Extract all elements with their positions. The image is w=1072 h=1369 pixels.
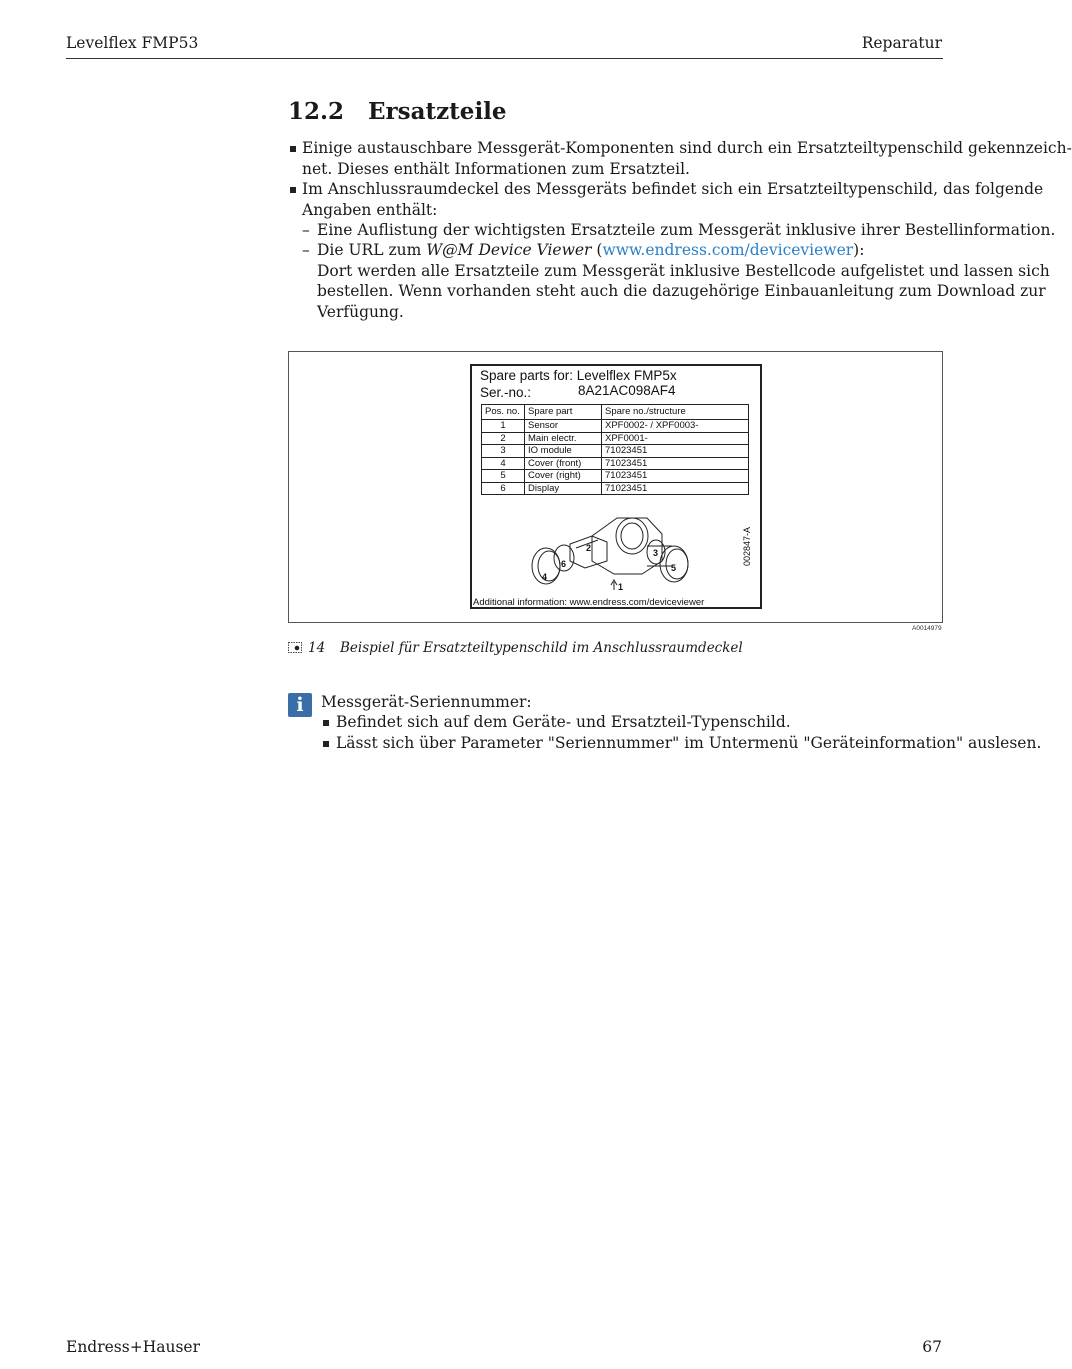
caption-text: Beispiel für Ersatzteiltypenschild im Anschlussraumdeckel (340, 640, 743, 656)
bullet-item (288, 138, 1072, 179)
figure-icon (288, 642, 302, 653)
info-icon: i (288, 693, 312, 717)
table-row: 2 Main electr. XPF0001- (482, 432, 749, 445)
sub-item-line: Dort werden alle Ersatzteile zum Messgerät inklusive Bestellcode aufgelistet und lassen sich (317, 261, 1050, 280)
serial-label: Ser.-no.: (480, 385, 532, 400)
sub-item (302, 240, 1050, 322)
section-title: Ersatzteile (368, 98, 507, 125)
spare-parts-label (470, 364, 762, 609)
figure-caption (288, 640, 743, 656)
column-header: Spare no./structure (602, 405, 749, 420)
table-row: 4 Cover (front) 71023451 (482, 457, 749, 470)
device-viewer-name: W@M Device Viewer (426, 241, 592, 259)
drawing-number: 4 (542, 572, 548, 582)
sensor-arrow (611, 580, 617, 590)
sub-item-line: Verfügung. (317, 302, 404, 321)
table-header-row (482, 405, 749, 420)
drawing-code: 002847-A (742, 526, 752, 566)
bullet-icon (290, 146, 296, 152)
note-title: Messgerät-Seriennummer: (321, 693, 532, 711)
table-row: 1 Sensor XPF0002- / XPF0003- (482, 420, 749, 433)
dash-marker: – (302, 241, 310, 259)
serial-value: 8A21AC098AF4 (578, 383, 676, 398)
caption-number: 14 (308, 640, 326, 656)
bullet-item (288, 179, 1044, 220)
device-exploded-drawing (522, 506, 712, 594)
table-row: 5 Cover (right) 71023451 (482, 470, 749, 483)
bullet-icon (290, 187, 296, 193)
figure-code: A0014979 (912, 625, 942, 632)
sub-item-text: Eine Auflistung der wichtigsten Ersatzteile zum Messgerät inklusive ihrer Bestellinformation. (317, 221, 1056, 239)
sub-item-line: bestellen. Wenn vorhanden steht auch die dazugehörige Einbauanleitung zum Download zur (317, 282, 1046, 300)
bullet-icon (323, 741, 329, 747)
note-item (321, 733, 1042, 754)
housing-opening-inner (621, 523, 643, 549)
note-item-text: Befindet sich auf dem Geräte- und Ersatzteil-Typenschild. (336, 713, 791, 731)
sub-item (302, 220, 1056, 241)
bullet-line: net. Dieses enthält Informationen zum Ersatzteil. (302, 159, 690, 178)
header-rule (66, 58, 943, 59)
table-row: 3 IO module 71023451 (482, 445, 749, 458)
drawing-number: 5 (671, 563, 677, 573)
bullet-icon (323, 720, 329, 726)
bullet-line: Angaben enthält: (302, 200, 438, 219)
label-title: Spare parts for: Levelflex FMP5x (480, 368, 677, 383)
drawing-number: 6 (561, 559, 567, 569)
note-item (321, 712, 941, 733)
cover-right-inner (666, 549, 688, 579)
header-chapter: Reparatur (861, 34, 942, 52)
section-heading (288, 98, 507, 125)
bullet-line: Im Anschlussraumdeckel des Messgeräts befindet sich ein Ersatzteiltypenschild, das folgende (302, 180, 1044, 198)
column-header: Pos. no. (482, 405, 525, 420)
drawing-number: 2 (586, 543, 592, 553)
footer-brand: Endress+Hauser (66, 1338, 200, 1356)
table-row: 6 Display 71023451 (482, 482, 749, 495)
column-header: Spare part (525, 405, 602, 420)
sub-item-first-line: Die URL zum W@M Device Viewer (www.endress.com/deviceviewer): (317, 241, 865, 259)
drawing-number: 1 (618, 582, 624, 592)
bullet-line: Einige austauschbare Messgerät-Komponenten sind durch ein Ersatzteiltypenschild gekennzeich- (302, 139, 1072, 157)
page-number: 67 (922, 1338, 942, 1356)
spare-parts-table (481, 404, 749, 495)
deviceviewer-link[interactable]: www.endress.com/deviceviewer (602, 241, 854, 259)
drawing-number: 3 (653, 548, 659, 558)
note-item-text: Lässt sich über Parameter "Seriennummer" im Untermenü "Geräteinformation" auslesen. (336, 734, 1042, 752)
header-product: Levelflex FMP53 (66, 34, 199, 52)
dash-marker: – (302, 221, 310, 239)
additional-info: Additional information: www.endress.com/deviceviewer (473, 597, 705, 608)
section-number: 12.2 (288, 98, 345, 125)
